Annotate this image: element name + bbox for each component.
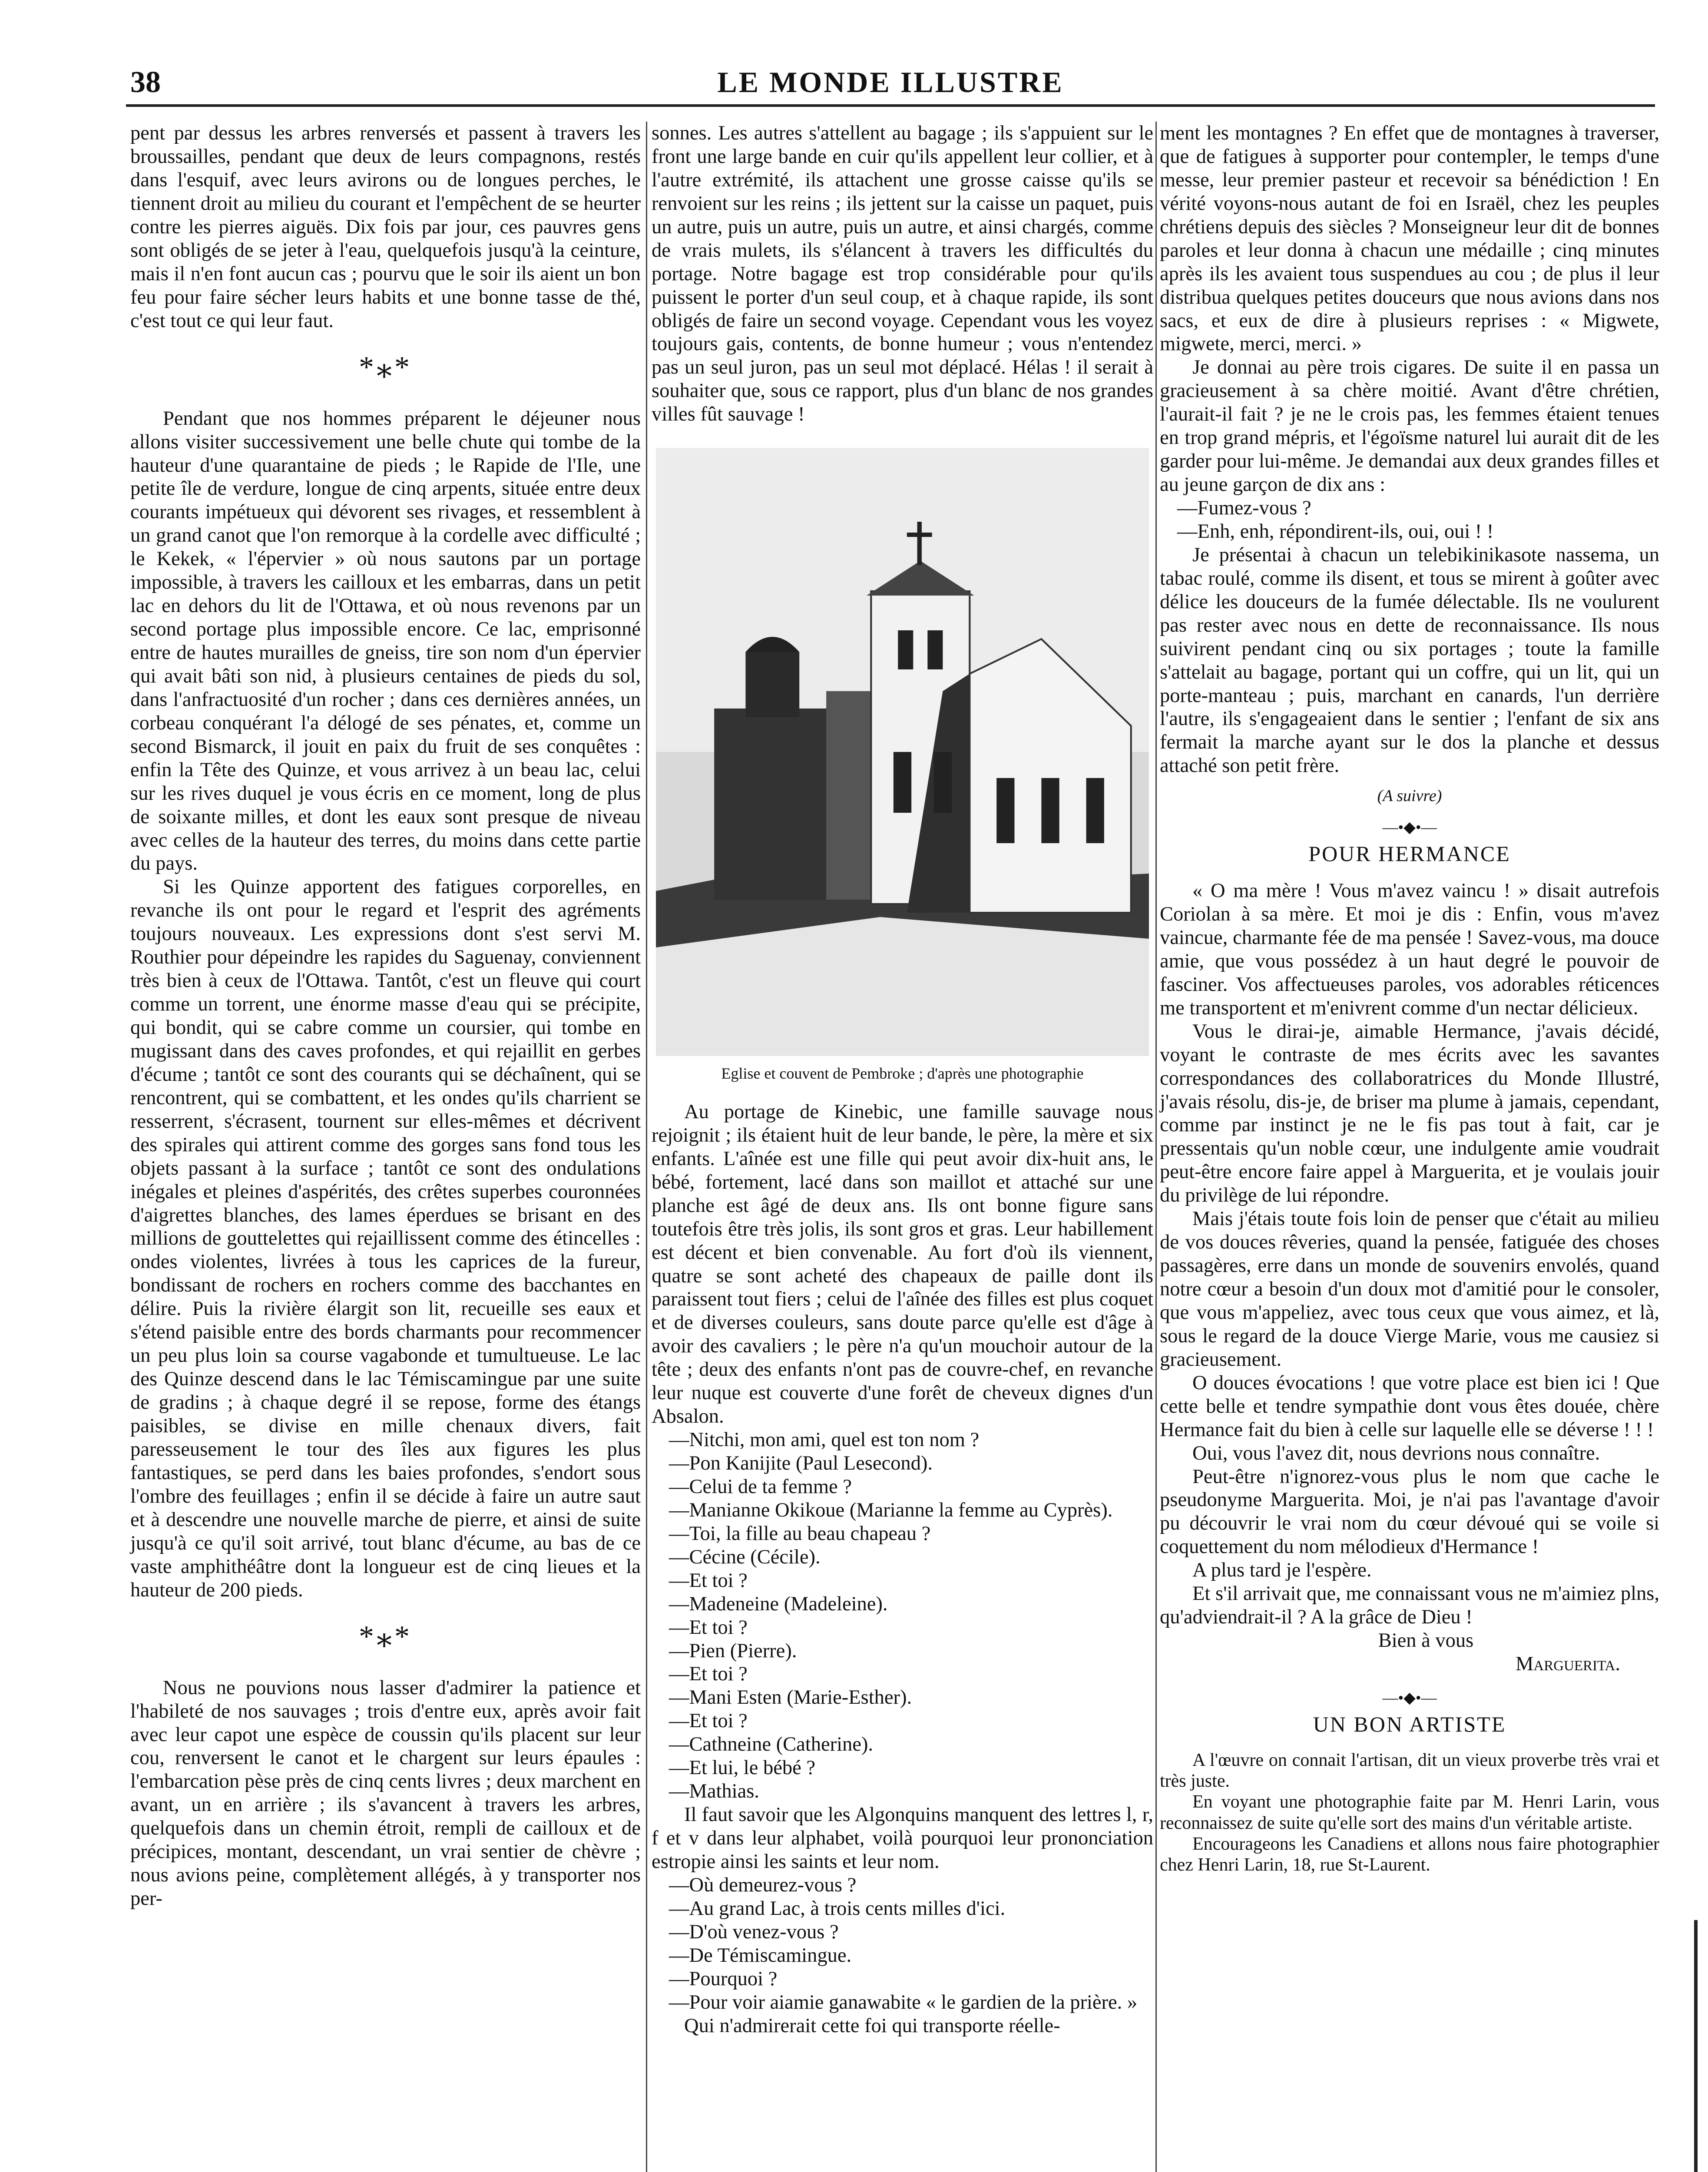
dialogue-line: —Pourquoi ? bbox=[669, 1967, 778, 1990]
dialogue-line: —Enh, enh, répondirent-ils, oui, oui ! ! bbox=[1177, 520, 1494, 543]
paragraph: Mais j'étais toute fois loin de penser que c'était au milieu de vos douces rêveries, quand la pensée, fatiguée des choses passagères, erre dans un monde de souvenirs envolés, quand notre cœur a besoin d'un doux mot d'amitié pour le consoler, que vous m'appeliez, avec tous ceux que vous aimez, et là, sous le regard de la douce Vierge Marie, vous me causiez si gracieusement. bbox=[1160, 1208, 1659, 1371]
dialogue-line: —Pour voir aiamie ganawabite « le gardien de la prière. » bbox=[669, 1991, 1138, 2013]
paragraph: « O ma mère ! Vous m'avez vaincu ! » disait autrefois Coriolan à sa mère. Et moi je dis : Enfin, vous m'avez vaincue, charmante fée de ma pensée ! Savez-vous, ma douce amie, que vous possédez à un haut degré le pouvoir de fasciner. Vos affectueuses paroles, vos adorables réticences me transportent et m'enivrent comme d'un nectar délicieux. bbox=[1160, 880, 1659, 1019]
paragraph: Il faut savoir que les Algonquins manquent des lettres l, r, f et v dans leur alphabet, voilà pourquoi leur prononciation estropie ainsi les saints et leur nom. bbox=[652, 1804, 1153, 1873]
dialogue-line: —Celui de ta femme ? bbox=[669, 1475, 852, 1498]
paragraph: Nous ne pouvions nous lasser d'admirer la patience et l'habileté de nos sauvages ; trois d'entre eux, après avoir fait avec leur capot une espèce de coussin qu'ils placent sur leur cou, renversent le canot et le chargent sur leurs épaules : l'embarcation pèse près de cinq cents livres ; deux marchent en avant, un en arrière ; ils s'avancent à travers les arbres, quelquefois dans un chemin étroit, rempli de cailloux et de précipices, montant, descendant, un vrai sentier de chèvre ; nous avions peine, complètement allégés, à y transporter nos per- bbox=[130, 1676, 641, 1910]
column-3 bbox=[1160, 122, 1659, 1875]
dialogue-line: —Manianne Okikoue (Marianne la femme au Cyprès). bbox=[669, 1499, 1113, 1521]
page-number: 38 bbox=[130, 66, 161, 99]
column-1 bbox=[130, 122, 641, 1910]
paragraph: sonnes. Les autres s'attellent au bagage ; ils s'appuient sur le front une large bande en cuir qu'ils appellent leur collier, et à l'autre extrémité, ils attachent une grosse caisse qu'ils se renvoient sur les reins ; ils jettent sur la caisse un paquet, puis un autre, puis un autre, puis un autre, et ainsi chargés, comme de vrais mulets, ils s'élancent à travers les difficultés du portage. Notre bagage est trop considérable pour qu'ils puissent le porter d'un seul coup, et à chaque rapide, ils sont obligés de faire un second voyage. Cependant vous les voyez toujours gais, contents, de bonne humeur ; vous n'entendez pas un seul juron, pas un seul mot déplacé. Hélas ! il serait à souhaiter que, sous ce rapport, plus d'un blanc de nos grandes villes fût sauvage ! bbox=[652, 122, 1153, 426]
paragraph: A l'œuvre on connait l'artisan, dit un vieux proverbe très vrai et très juste. bbox=[1160, 1750, 1659, 1791]
dialogue bbox=[652, 1874, 1153, 2014]
church-engraving bbox=[656, 448, 1149, 1056]
dialogue-line: —De Témiscamingue. bbox=[669, 1944, 852, 1967]
page-header bbox=[130, 61, 1651, 104]
paragraph: Oui, vous l'avez dit, nous devrions nous connaître. bbox=[1192, 1442, 1600, 1464]
paragraph: Pendant que nos hommes préparent le déjeuner nous allons visiter successivement une belle chute qui tombe de la hauteur d'une quarantaine de pieds ; le Rapide de l'Ile, une petite île de verdure, longue de cinq arpents, située entre deux courants impétueux qui dévorent ses rivages, et ressemblent à un grand canot que l'on remorque à la cordelle avec difficulté ; le Kekek, « l'épervier » où nous sautons par un portage impossible, à travers les cailloux et les embarras, dans un petit lac en dehors du lit de l'Ottawa, et où nous revenons par un second portage plus impossible encore. Ce lac, emprisonné entre de hautes murailles de gneiss, tire son nom d'un épervier qui avait bâti son nid, à plusieurs centaines de pieds du sol, dans l'anfractuosité d'un rocher ; dans ces dernières années, un corbeau conquérant l'a délogé de ses pénates, et, comme un second Bismarck, il jouit en paix du fruit de ses conquêtes : enfin la Tête des Quinze, et vous arrivez à un beau lac, celui sur les rives duquel je vous écris en ce moment, long de plus de soixante milles, et dont les eaux sont presque de niveau avec celles de la hauteur des terres, du moins dans cette partie du pays. bbox=[130, 407, 641, 875]
closing-line: Bien à vous bbox=[1378, 1629, 1474, 1652]
paragraph: A plus tard je l'espère. bbox=[1192, 1559, 1372, 1582]
ornament: —•◆•— bbox=[1382, 818, 1437, 836]
dialogue-line: —Et toi ? bbox=[669, 1569, 748, 1592]
church-illustration bbox=[656, 448, 1149, 1056]
paragraph: Et s'il arrivait que, me connaissant vous ne m'aimiez plns, qu'adviendrait-il ? A la grâce de Dieu ! bbox=[1160, 1583, 1659, 1629]
paragraph: Peut-être n'ignorez-vous plus le nom que cache le pseudonyme Marguerita. Moi, je n'ai pas l'avantage d'avoir pu découvrir le vrai nom du cœur dévoué qui se voile si coquettement du nom mélodieux d'Hermance ! bbox=[1160, 1465, 1659, 1558]
column-2 bbox=[652, 122, 1153, 2037]
advertisement-text bbox=[1160, 1750, 1659, 1876]
figure-caption: Eglise et couvent de Pembroke ; d'après une photographie bbox=[721, 1065, 1084, 1083]
column-divider bbox=[646, 122, 647, 2172]
dialogue-line: —Madeneine (Madeleine). bbox=[669, 1593, 888, 1615]
paragraph: O douces évocations ! que votre place est bien ici ! Que cette belle et tendre sympathie dont vous êtes douée, chère Hermance fait du bien à celle sur laquelle elle se déverse ! ! ! bbox=[1160, 1371, 1659, 1441]
dialogue-line: —Et lui, le bébé ? bbox=[669, 1757, 816, 1779]
paragraph: Vous le dirai-je, aimable Hermance, j'avais décidé, voyant le contraste de mes écrits avec les savantes correspondances des collaboratrices du Monde Illustré, j'avais résolu, dis-je, de briser ma plume à jamais, cependant, comme par instinct je ne le fis pas tout à fait, car je pressentais qu'un noble cœur, une indulgente amie voudrait peut-être encore faire appel à Marguerita, et je voulais jouir du privilège de lui répondre. bbox=[1160, 1020, 1659, 1207]
section-separator: *⁎* bbox=[359, 351, 412, 384]
dialogue-line: —Au grand Lac, à trois cents milles d'ici. bbox=[669, 1897, 1006, 1920]
section-separator: *⁎* bbox=[359, 1620, 412, 1654]
dialogue-line: —D'où venez-vous ? bbox=[669, 1920, 839, 1943]
dialogue-line: —Fumez-vous ? bbox=[1177, 497, 1311, 519]
dialogue-line: —Pien (Pierre). bbox=[669, 1639, 797, 1662]
dialogue-line: —Nitchi, mon ami, quel est ton nom ? bbox=[669, 1429, 980, 1451]
dialogue-line: —Cathneine (Catherine). bbox=[669, 1733, 873, 1756]
paragraph: ment les montagnes ? En effet que de montagnes à traverser, que de fatigues à supporter pour contempler, le temps d'une messe, leur premier pasteur et recevoir sa bénédiction ! En vérité voyons-nous autant de foi en Israël, chez les peuples chrétiens depuis des siècles ? Monseigneur leur dit de bonnes paroles et leur donna à chacun une médaille ; cinq minutes après ils les avaient tous suspendues au cou ; de plus il leur distribua quelques petites douceurs que nous avions dans nos sacs, et eux de dire à plusieurs reprises : « Migwete, migwete, merci, merci. » bbox=[1160, 122, 1659, 355]
dialogue-line: —Et toi ? bbox=[669, 1616, 748, 1639]
dialogue-line: —Mathias. bbox=[669, 1780, 759, 1803]
paragraph: Au portage de Kinebic, une famille sauvage nous rejoignit ; ils étaient huit de leur bande, le père, la mère et six enfants. L'aînée est une fille qui peut avoir dix-huit ans, le bébé, fortement, lacé dans son maillot et attaché sur une planche est âgé de deux ans. Ils ont bonne figure sans toutefois être très jolis, ils sont gros et gras. Leur habillement est décent et bien convenable. Au fort d'où ils viennent, quatre se sont acheté des chapeaux de paille dont ils paraissent tout fiers ; celui de l'aînée des filles est plus coquet et de diverses couleurs, sans doute parce qu'elle est d'âge à avoir des cavaliers ; le père n'a qu'un mouchoir autour de la tête ; deux des enfants n'ont pas de couvre-chef, en revanche leur nuque est couverte d'une forêt de cheveux dignes d'un Absalon. bbox=[652, 1100, 1153, 1428]
dialogue-line: —Et toi ? bbox=[669, 1663, 748, 1685]
paragraph: Qui n'admirerait cette foi qui transporte réelle- bbox=[684, 2014, 1060, 2037]
signature: Marguerita. bbox=[1516, 1653, 1620, 1675]
column-divider bbox=[1155, 122, 1157, 2172]
dialogue-line: —Pon Kanijite (Paul Lesecond). bbox=[669, 1452, 933, 1474]
paragraph: pent par dessus les arbres renversés et passent à travers les broussailles, pendant que deux de leurs compagnons, restés dans l'esquif, avec leurs avirons ou de longues perches, le tiennent droit au milieu du courant et l'empêchent de se heurter contre les pierres aiguës. Dix fois par jour, ces pauvres gens sont obligés de se jeter à l'eau, quelquefois jusqu'à la ceinture, mais il n'en font aucun cas ; pourvu que le soir ils aient un bon feu pour faire sécher leurs habits et une bonne tasse de thé, c'est tout ce qui leur faut. bbox=[130, 122, 641, 332]
dialogue-line: —Cécine (Cécile). bbox=[669, 1546, 821, 1568]
dialogue-line: —Toi, la fille au beau chapeau ? bbox=[669, 1522, 931, 1545]
paragraph: Encourageons les Canadiens et allons nous faire photographier chez Henri Larin, 18, rue St-Laurent. bbox=[1160, 1834, 1659, 1875]
dialogue-line: —Et toi ? bbox=[669, 1710, 748, 1732]
page-edge-mark bbox=[1694, 1920, 1698, 2172]
dialogue-line: —Mani Esten (Marie-Esther). bbox=[669, 1686, 912, 1709]
header-rule bbox=[126, 104, 1655, 107]
ornament: —•◆•— bbox=[1382, 1689, 1437, 1706]
paragraph: Je présentai à chacun un telebikinikasote nassema, un tabac roulé, comme ils disent, et tous se mirent à goûter avec délice les douceurs de la fumée délectable. Ils ne voulurent pas rester avec nous en dette de reconnaissance. Ils nous suivirent pendant cinq ou six portages ; toute la famille s'attelait au bagage, portant qui un coffre, qui un lit, qui un porte-manteau ; puis, marchant en canards, l'un derrière l'autre, ils s'engageaient dans le sentier ; l'enfant de six ans fermait la marche ayant sur le dos la planche et dessus attaché son petit frère. bbox=[1160, 543, 1659, 777]
article-title: UN BON ARTISTE bbox=[1313, 1712, 1506, 1736]
dialogue bbox=[652, 1428, 1153, 1803]
dialogue-line: —Où demeurez-vous ? bbox=[669, 1874, 857, 1896]
dialogue bbox=[1160, 497, 1659, 543]
newspaper-title: LE MONDE ILLUSTRE bbox=[717, 66, 1064, 99]
to-be-continued: (A suivre) bbox=[1377, 787, 1442, 805]
paragraph: En voyant une photographie faite par M. Henri Larin, vous reconnaissez de suite qu'elle sort des mains d'un véritable artiste. bbox=[1160, 1792, 1659, 1833]
paragraph: Je donnai au père trois cigares. De suite il en passa un gracieusement à sa chère moitié. Avant d'être chrétien, l'aurait-il fait ? je ne le crois pas, les femmes étaient tenues en trop grand mépris, et l'égoïsme naturel lui aurait dit de les garder pour lui-même. Je demandai aux deux grandes filles et au jeune garçon de dix ans : bbox=[1160, 356, 1659, 496]
paragraph: Si les Quinze apportent des fatigues corporelles, en revanche ils ont pour le regard et l'esprit des agréments toujours nouveaux. Les expressions dont s'est servi M. Routhier pour dépeindre les rapides du Saguenay, conviennent très bien à ceux de l'Ottawa. Tantôt, c'est un fleuve qui court comme un torrent, une énorme masse d'eau qui se précipite, qui bondit, qui se cabre comme un coursier, qui tombe en mugissant dans des caves profondes, et qui rejaillit en gerbes d'écume ; tantôt ce sont des courants qui se déchaînent, qui se rencontrent, qui se combattent, et les ondes qu'ils charrient se resserrent, s'écrasent, tournent sur elles-mêmes et décrivent des spirales qui attirent comme des gorges sans fond tous les objets passant à la surface ; tantôt ce sont des ondulations inégales et pleines d'aspérités, des crêtes superbes couronnées d'aigrettes blanches, des lames éperdues se brisant en des millions de gouttelettes qui rejaillissent comme des étincelles : ondes violentes, livrées à tous les caprices de la fureur, bondissant de rochers en rochers comme des bacchantes en délire. Puis la rivière élargit son lit, recueille ses eaux et s'étend paisible entre des bords charmants pour recommencer un peu plus loin sa course vagabonde et tumultueuse. Le lac des Quinze descend dans le lac Témiscamingue par une suite de gradins ; à chaque degré il se repose, forme des étangs paisibles, se divise en mille chenaux divers, fait paresseusement le tour des îles aux figures les plus fantastiques, se perd dans les baies profondes, s'endort sous l'ombre des feuillages ; enfin il se décide à faire un autre saut et à descendre une nouvelle marche de pierre, et ainsi de suite jusqu'à ce qu'il soit arrivé, tout blanc d'écume, au bas de ce vaste amphithéâtre dont la longueur est de cinq lieues et la hauteur de 200 pieds. bbox=[130, 876, 641, 1601]
article-title: POUR HERMANCE bbox=[1308, 841, 1511, 866]
